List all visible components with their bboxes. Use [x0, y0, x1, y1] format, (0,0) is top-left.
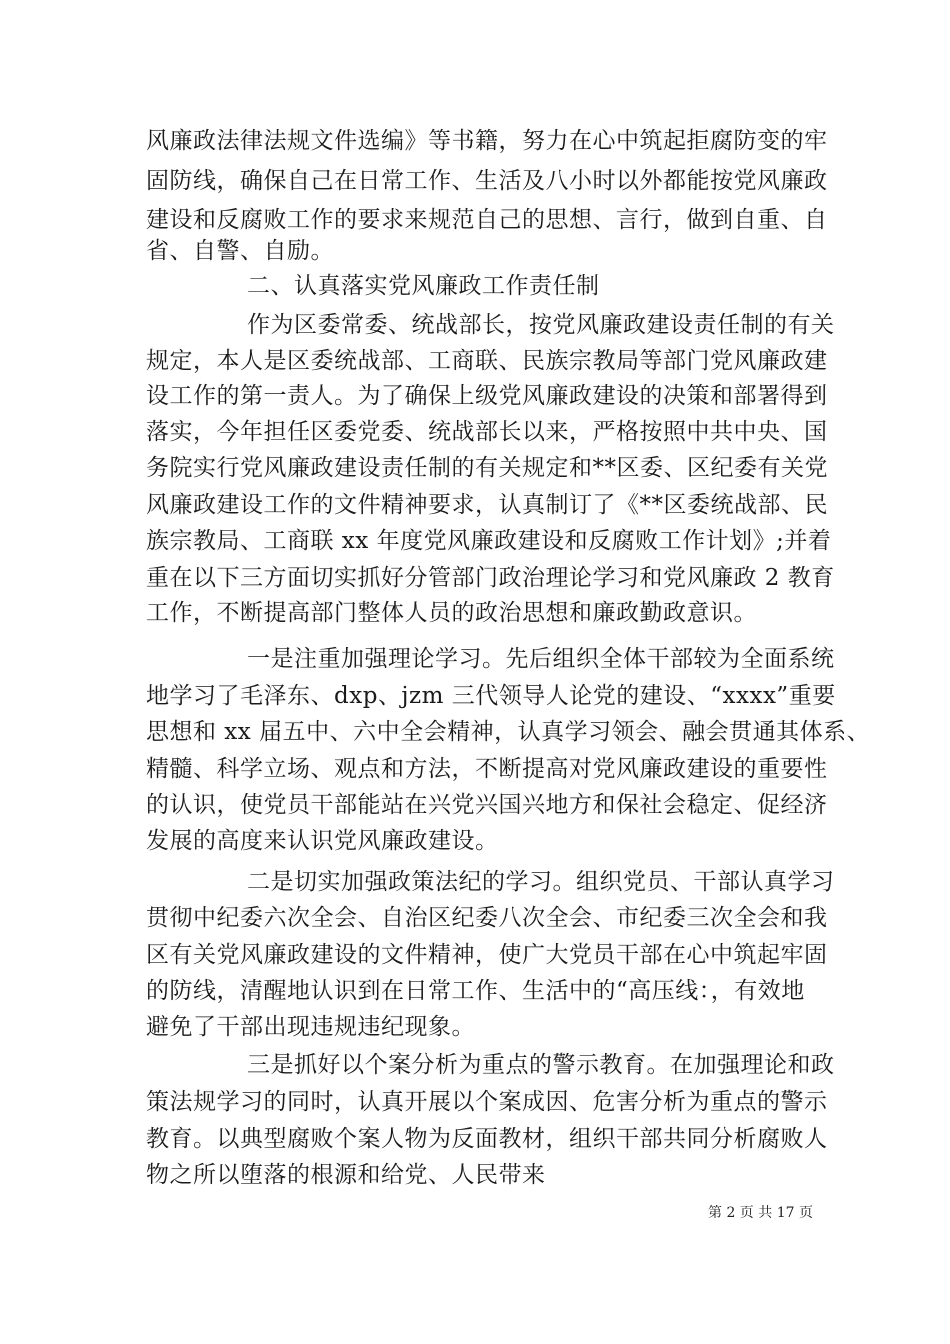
body-text-line: 风廉政建设工作的文件精神要求，认真制订了《**区委统战部、民: [146, 492, 828, 518]
body-text-line: 精髓、科学立场、观点和方法，不断提高对党风廉政建设的重要性: [146, 756, 828, 782]
body-text-line: 思想和 xx 届五中、六中全会精神，认真学习领会、融会贯通其体系、: [146, 719, 871, 745]
paragraph-first-line: 二是切实加强政策法纪的学习。组织党员、干部认真学习: [247, 869, 835, 895]
body-text-line: 区有关党风廉政建设的文件精神，使广大党员干部在心中筑起牢固: [146, 942, 828, 968]
body-text-line: 地学习了毛泽东、dxp、jzm 三代领导人论党的建设、“xxxx”重要: [146, 683, 836, 709]
body-text-line: 发展的高度来认识党风廉政建设。: [146, 828, 499, 854]
body-text-line: 风廉政法律法规文件选编》等书籍，努力在心中筑起拒腐防变的牢: [146, 128, 828, 154]
paragraph-first-line: 三是抓好以个案分析为重点的警示教育。在加强理论和政: [247, 1052, 835, 1078]
body-text-line: 族宗教局、工商联 xx 年度党风廉政建设和反腐败工作计划》;并着: [146, 528, 832, 554]
body-text-line: 物之所以堕落的根源和给党、人民带来: [146, 1162, 546, 1188]
body-text-line: 贯彻中纪委六次全会、自治区纪委八次全会、市纪委三次全会和我: [146, 905, 828, 931]
body-text-line: 省、自警、自励。: [146, 238, 334, 264]
paragraph-first-line: 作为区委常委、统战部长，按党风廉政建设责任制的有关: [247, 312, 835, 338]
body-text-line: 务院实行党风廉政建设责任制的有关规定和**区委、区纪委有关党: [146, 455, 828, 481]
body-text-line: 策法规学习的同时，认真开展以个案成因、危害分析为重点的警示: [146, 1089, 828, 1115]
paragraph-first-line: 一是注重加强理论学习。先后组织全体干部较为全面系统: [247, 646, 835, 672]
body-text-line: 的认识，使党员干部能站在兴党兴国兴地方和保社会稳定、促经济: [146, 792, 828, 818]
page-number: 第 2 页 共 17 页: [708, 1205, 813, 1221]
body-text-line: 落实，今年担任区委党委、统战部长以来，严格按照中共中央、国: [146, 419, 828, 445]
body-text-line: 的防线，清醒地认识到在日常工作、生活中的“高压线：，有效地: [146, 978, 805, 1004]
body-text-line: 工作，不断提高部门整体人员的政治思想和廉政勤政意识。: [146, 600, 757, 626]
body-text-line: 建设和反腐败工作的要求来规范自己的思想、言行，做到自重、自: [146, 207, 828, 233]
body-text-line: 规定，本人是区委统战部、工商联、民族宗教局等部门党风廉政建: [146, 348, 828, 374]
body-text-line: 避免了干部出现违规违纪现象。: [146, 1014, 475, 1040]
body-text-line: 设工作的第一责人。为了确保上级党风廉政建设的决策和部署得到: [146, 383, 828, 409]
body-text-line: 重在以下三方面切实抓好分管部门政治理论学习和党风廉政 2 教育: [146, 565, 835, 591]
section-heading: 二、认真落实党风廉政工作责任制: [247, 273, 600, 299]
body-text-line: 固防线，确保自己在日常工作、生活及八小时以外都能按党风廉政: [146, 168, 828, 194]
body-text-line: 教育。以典型腐败个案人物为反面教材，组织干部共同分析腐败人: [146, 1126, 828, 1152]
